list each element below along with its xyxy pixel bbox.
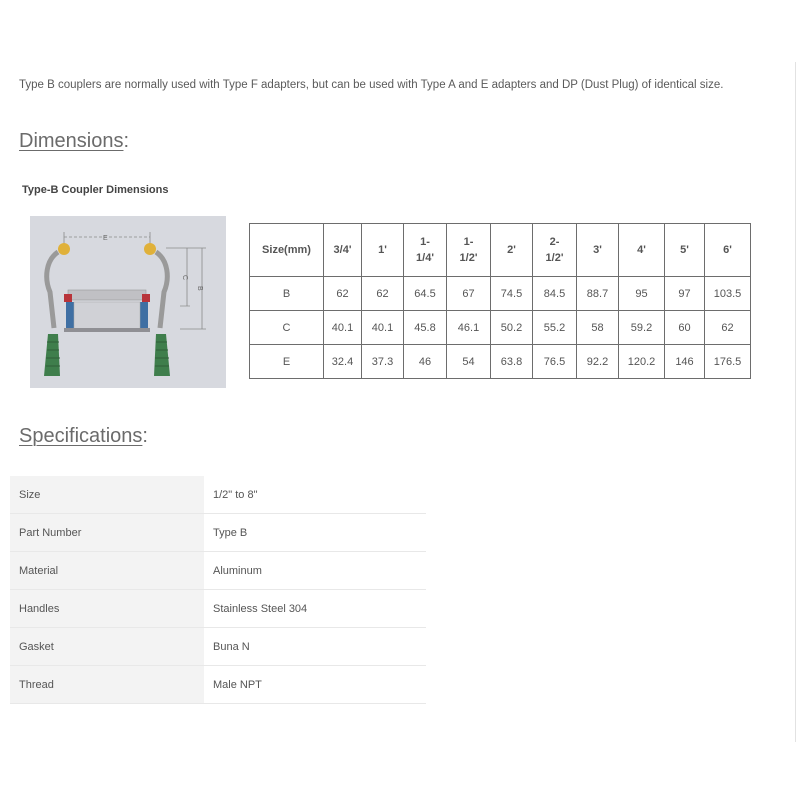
spec-label: Material — [10, 552, 204, 589]
header-cell-5 — [665, 224, 705, 277]
coupler-dimension-drawing — [30, 216, 226, 388]
value-cell: 62 — [705, 311, 751, 345]
coupler-drawing-svg — [30, 216, 226, 388]
right-gasket — [142, 294, 150, 302]
spec-row-handles — [10, 590, 426, 628]
header-cell-6 — [705, 224, 751, 277]
header-line: 1- — [420, 236, 430, 248]
value-cell: 74.5 — [491, 277, 533, 311]
coupler-dimensions-subheading: Type-B Coupler Dimensions — [22, 184, 169, 196]
header-line: 2' — [507, 244, 516, 256]
header-cell-4 — [619, 224, 665, 277]
row-label-cell: E — [250, 345, 324, 379]
right-body-wall — [140, 302, 148, 330]
intro-text: Type B couplers are normally used with Type F adapters, but can be used with Type A and E adapters and DP (Dust Plug) of identical size. — [19, 79, 724, 91]
header-line: 1- — [463, 236, 474, 248]
header-cell-1 — [362, 224, 404, 277]
header-line: 4' — [637, 244, 646, 256]
value-cell: 76.5 — [533, 345, 577, 379]
value-cell: 67 — [447, 277, 491, 311]
value-cell: 45.8 — [404, 311, 447, 345]
spec-value: Type B — [213, 526, 248, 539]
value-cell: 176.5 — [705, 345, 751, 379]
spec-value: Male NPT — [213, 678, 262, 691]
value-cell: 146 — [665, 345, 705, 379]
spec-label: Part Number — [10, 514, 204, 551]
value-cell: 64.5 — [404, 277, 447, 311]
value-cell: 63.8 — [491, 345, 533, 379]
specifications-heading-text: Specifications — [19, 425, 143, 447]
header-line: 1/2' — [545, 252, 564, 264]
dimensions-header-row — [250, 224, 751, 277]
header-cell-2 — [491, 224, 533, 277]
value-cell: 88.7 — [577, 277, 619, 311]
value-cell: 92.2 — [577, 345, 619, 379]
value-cell: 60 — [665, 311, 705, 345]
spec-label: Gasket — [10, 628, 204, 665]
e-dimension-label: E — [103, 235, 108, 242]
header-line: 1/4' — [416, 252, 434, 264]
header-line: 3/4' — [333, 244, 352, 256]
row-label-cell: C — [250, 311, 324, 345]
value-cell: 32.4 — [324, 345, 362, 379]
c-dimension-label: C — [181, 275, 188, 281]
header-line: 5' — [680, 244, 689, 256]
header-cell-2-1-2 — [533, 224, 577, 277]
spec-value: 1/2" to 8" — [213, 488, 258, 501]
header-line: 3' — [593, 244, 602, 256]
row-label-cell: B — [250, 277, 324, 311]
spec-row-size — [10, 476, 426, 514]
dimensions-heading — [19, 130, 129, 153]
specifications-heading-colon: : — [142, 425, 148, 447]
value-cell: 97 — [665, 277, 705, 311]
right-cam-ear — [144, 243, 156, 255]
spec-label: Thread — [10, 666, 204, 703]
header-cell-3 — [577, 224, 619, 277]
right-handle — [154, 334, 170, 376]
left-cam-arm — [47, 252, 58, 328]
coupler-bore — [74, 302, 140, 330]
dimensions-row-e — [250, 345, 751, 379]
spec-row-part-number — [10, 514, 426, 552]
page-right-border — [795, 62, 796, 742]
dimensions-heading-colon: : — [123, 130, 130, 152]
header-line: 1' — [378, 244, 387, 256]
value-cell: 54 — [447, 345, 491, 379]
dimensions-heading-text: Dimensions — [19, 130, 124, 152]
value-cell: 40.1 — [362, 311, 404, 345]
left-cam-ear — [58, 243, 70, 255]
header-line: 6' — [723, 244, 732, 256]
header-line: 2- — [549, 236, 560, 248]
value-cell: 84.5 — [533, 277, 577, 311]
header-cell-1-1-4 — [404, 224, 447, 277]
size-header-cell — [250, 224, 324, 277]
value-cell: 46 — [404, 345, 447, 379]
value-cell: 62 — [362, 277, 404, 311]
dimensions-row-b — [250, 277, 751, 311]
value-cell: 50.2 — [491, 311, 533, 345]
value-cell: 55.2 — [533, 311, 577, 345]
value-cell: 120.2 — [619, 345, 665, 379]
dimensions-row-c — [250, 311, 751, 345]
right-cam-arm — [156, 252, 167, 328]
specifications-heading — [19, 425, 148, 448]
b-dimension-label: B — [196, 286, 203, 291]
value-cell: 58 — [577, 311, 619, 345]
spec-row-thread — [10, 666, 426, 704]
left-body-wall — [66, 302, 74, 330]
spec-label: Size — [10, 476, 204, 513]
header-line: Size(mm) — [262, 244, 311, 256]
header-line: 1/2' — [459, 252, 478, 264]
spec-label: Handles — [10, 590, 204, 627]
value-cell: 95 — [619, 277, 665, 311]
value-cell: 40.1 — [324, 311, 362, 345]
value-cell: 46.1 — [447, 311, 491, 345]
spec-value: Aluminum — [213, 564, 262, 577]
spec-value: Stainless Steel 304 — [213, 602, 308, 615]
coupler-top-band — [68, 290, 146, 300]
value-cell: 59.2 — [619, 311, 665, 345]
spec-value: Buna N — [213, 640, 250, 653]
spec-row-material — [10, 552, 426, 590]
left-handle — [44, 334, 60, 376]
header-cell-3-4 — [324, 224, 362, 277]
dimensions-table — [249, 223, 751, 379]
spec-row-gasket — [10, 628, 426, 666]
header-cell-1-1-2 — [447, 224, 491, 277]
specifications-table — [10, 476, 426, 704]
value-cell: 62 — [324, 277, 362, 311]
coupler-bottom-lip — [64, 328, 150, 332]
left-gasket — [64, 294, 72, 302]
value-cell: 37.3 — [362, 345, 404, 379]
value-cell: 103.5 — [705, 277, 751, 311]
